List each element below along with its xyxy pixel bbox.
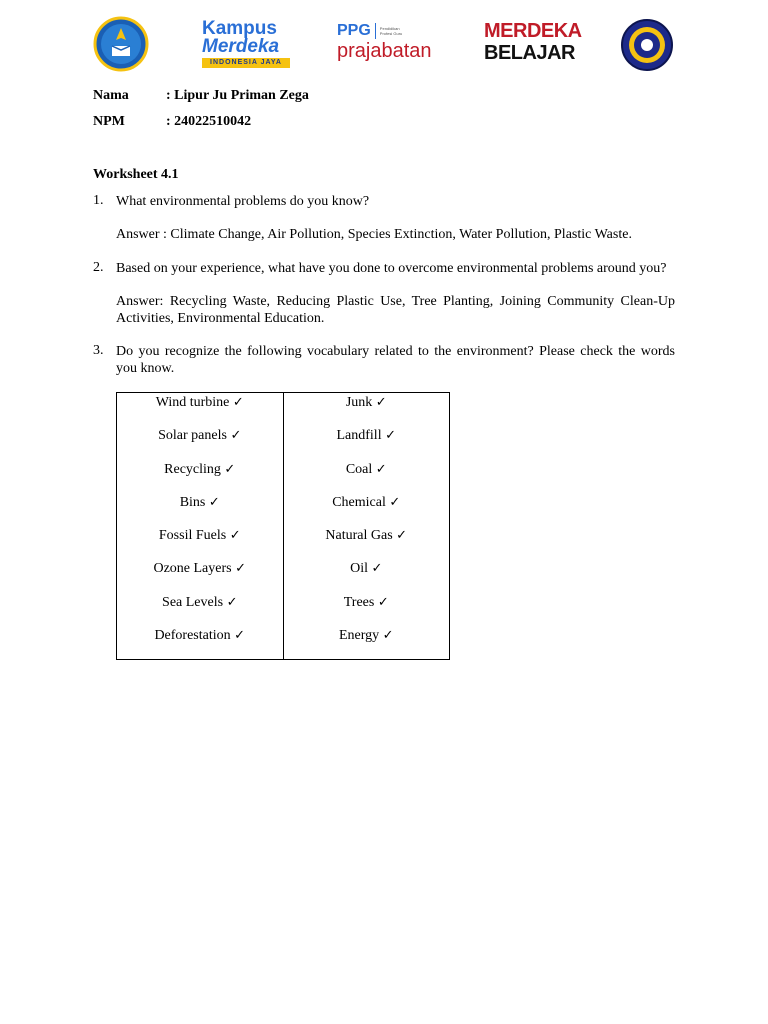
check-mark-icon: ✓ — [385, 428, 396, 444]
vocab-item — [117, 493, 283, 526]
check-mark-icon: ✓ — [375, 395, 387, 410]
check-mark-icon: ✓ — [389, 494, 401, 510]
vocab-item — [284, 460, 450, 493]
question-2-number: 2. — [93, 260, 104, 275]
check-mark-icon: ✓ — [377, 594, 389, 610]
kampus-merdeka-logo — [202, 20, 298, 70]
vocab-item — [284, 493, 450, 526]
vocab-item — [284, 559, 450, 592]
ppg-small-text: Pendidikan Profesi Guru — [379, 26, 403, 36]
vocab-item — [117, 593, 283, 626]
check-mark-icon: ✓ — [232, 395, 244, 410]
logo-row — [0, 0, 768, 80]
merdeka-text-red: MERDEKA — [484, 20, 582, 42]
vocab-word: Energy — [338, 628, 380, 644]
question-1-answer: Answer : Climate Change, Air Pollution, Species Extinction, Water Pollution, Plastic Waste. — [116, 227, 632, 242]
vocab-item — [117, 460, 283, 493]
vocab-word: Bins — [179, 494, 206, 510]
check-mark-icon: ✓ — [234, 628, 246, 644]
vocab-word: Landfill — [336, 428, 382, 444]
question-3-number: 3. — [93, 343, 104, 358]
vocab-word: Recycling — [164, 461, 221, 477]
npm-label: NPM — [93, 114, 125, 129]
question-1-text: What environmental problems do you know? — [116, 194, 370, 209]
check-mark-icon: ✓ — [375, 461, 387, 477]
check-mark-icon: ✓ — [396, 528, 408, 544]
check-mark-icon: ✓ — [230, 428, 242, 444]
vocab-item — [284, 426, 450, 459]
check-mark-icon: ✓ — [229, 528, 241, 544]
vocab-word: Wind turbine — [155, 395, 230, 410]
kampus-tagline: INDONESIA JAYA — [202, 58, 290, 68]
nama-label: Nama — [93, 88, 129, 103]
npm-value: : 24022510042 — [166, 114, 252, 129]
check-mark-icon: ✓ — [208, 494, 220, 510]
vocabulary-table — [116, 392, 450, 660]
nama-value: : Lipur Ju Priman Zega — [166, 88, 309, 103]
vocab-word: Junk — [345, 395, 373, 410]
merdeka-belajar-logo — [484, 20, 582, 68]
vocab-word: Oil — [350, 561, 368, 577]
question-1-number: 1. — [93, 193, 104, 208]
vocab-item — [284, 393, 450, 426]
vocab-column-left — [117, 393, 284, 660]
check-mark-icon: ✓ — [371, 561, 383, 577]
vocab-word: Fossil Fuels — [158, 528, 227, 544]
merdeka-text: Merdeka — [202, 36, 280, 57]
vocab-item — [117, 526, 283, 559]
vocab-word: Sea Levels — [162, 594, 224, 610]
question-2-text: Based on your experience, what have you done to overcome environmental problems around you? — [116, 261, 667, 276]
vocab-column-right — [283, 393, 450, 660]
vocab-word: Ozone Layers — [153, 561, 232, 577]
vocab-word: Solar panels — [158, 428, 227, 444]
vocab-word: Chemical — [332, 494, 386, 510]
vocab-item — [117, 626, 283, 659]
ppg-text: PPG — [337, 22, 371, 39]
check-mark-icon: ✓ — [382, 628, 394, 644]
vocab-word: Coal — [345, 461, 373, 477]
question-2-answer: Answer: Recycling Waste, Reducing Plastic Use, Tree Planting, Joining Community Clean-Up Activities, Environmental Education. — [116, 294, 675, 326]
vocab-word: Deforestation — [154, 628, 231, 644]
vocab-item — [284, 626, 450, 659]
check-mark-icon: ✓ — [224, 461, 236, 477]
vocab-item — [117, 393, 283, 426]
vocab-item — [284, 593, 450, 626]
vocab-word: Natural Gas — [325, 528, 393, 544]
prajabatan-text: prajabatan — [337, 40, 432, 62]
university-seal-logo — [620, 18, 674, 72]
vocab-word: Trees — [343, 594, 375, 610]
tut-wuri-handayani-logo — [92, 16, 150, 72]
check-mark-icon: ✓ — [235, 561, 247, 577]
kampus-text: Kampus — [202, 18, 277, 39]
check-mark-icon: ✓ — [226, 594, 238, 610]
question-3-text: Do you recognize the following vocabulary related to the environment? Please check the words you know. — [116, 344, 675, 376]
vocab-item — [284, 526, 450, 559]
ppg-prajabatan-logo — [337, 22, 441, 70]
vocab-item — [117, 559, 283, 592]
belajar-text: BELAJAR — [484, 42, 575, 64]
worksheet-title: Worksheet 4.1 — [93, 167, 179, 182]
vocab-item — [117, 426, 283, 459]
